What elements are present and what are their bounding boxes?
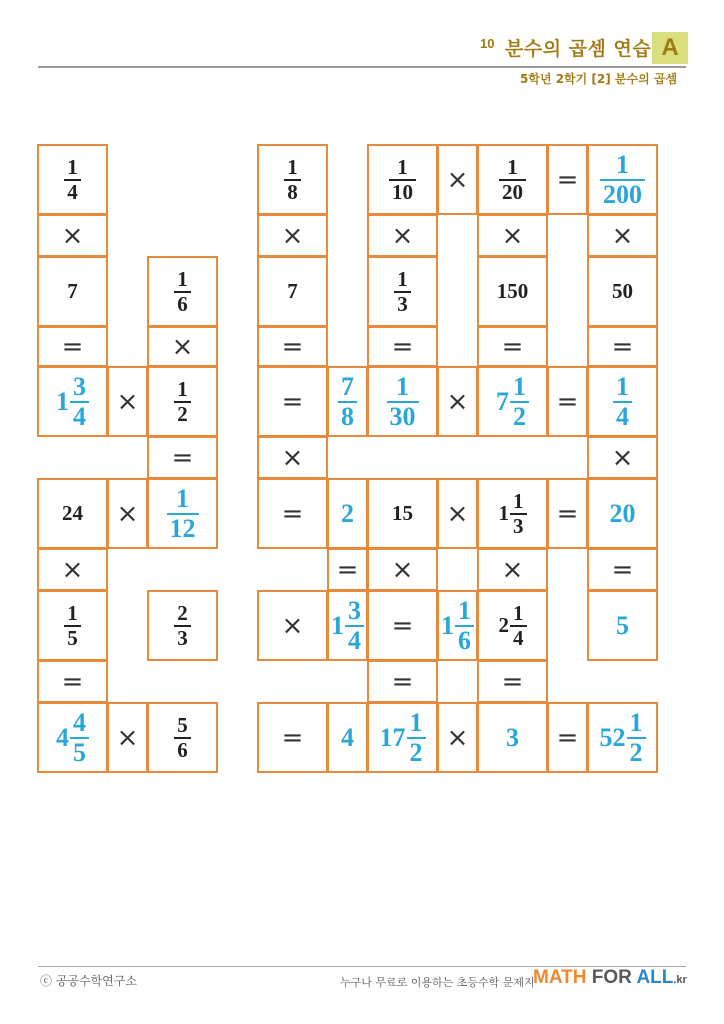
brand-part-math: MATH <box>533 967 587 988</box>
whole-part: 17 <box>379 722 406 752</box>
answer-cell[interactable] <box>587 366 658 437</box>
mixed-number <box>331 597 364 654</box>
grid-cell <box>37 326 108 367</box>
grid-cell <box>37 660 108 703</box>
numerator: 3 <box>348 596 361 626</box>
denominator: 10 <box>389 179 416 203</box>
grid-cell <box>477 548 548 591</box>
answer-cell[interactable] <box>147 478 218 549</box>
equals-sign: = <box>281 331 304 362</box>
multiply-sign: × <box>281 442 304 473</box>
multiply-sign: × <box>116 722 139 753</box>
mixed-number <box>496 373 529 430</box>
fraction <box>70 373 89 430</box>
grid-cell <box>37 256 108 327</box>
fraction <box>64 602 81 648</box>
grid-cell <box>37 548 108 591</box>
grid-cell <box>147 256 218 327</box>
equals-sign: = <box>61 666 84 697</box>
brand-suffix: .kr <box>673 974 687 986</box>
answer-cell[interactable] <box>437 590 478 661</box>
numerator: 1 <box>396 372 409 402</box>
grid-cell <box>257 702 328 773</box>
grid-cell <box>367 478 438 549</box>
mixed-number <box>499 602 527 648</box>
multiply-sign: × <box>501 554 524 585</box>
grid-cell <box>587 436 658 479</box>
grid-cell <box>547 478 588 549</box>
multiply-sign: × <box>391 220 414 251</box>
numerator: 2 <box>177 601 188 626</box>
fraction <box>407 709 426 766</box>
whole-part: 4 <box>56 722 69 752</box>
denominator: 2 <box>510 401 529 430</box>
numerator: 1 <box>409 708 423 738</box>
answer-cell[interactable] <box>477 702 548 773</box>
brand-logo[interactable] <box>533 967 687 989</box>
grid-cell <box>257 144 328 215</box>
grid-cell <box>477 144 548 215</box>
equals-sign: = <box>556 722 579 753</box>
grid-cell <box>37 590 108 661</box>
denominator: 3 <box>394 291 411 315</box>
grid-cell <box>587 214 658 257</box>
grid-cell <box>547 144 588 215</box>
grid-cell <box>147 326 218 367</box>
multiply-sign: × <box>281 610 304 641</box>
number-value: 2 <box>341 498 354 528</box>
multiply-sign: × <box>501 220 524 251</box>
whole-part: 7 <box>496 386 509 416</box>
denominator: 4 <box>613 401 632 430</box>
grid-cell <box>257 256 328 327</box>
grid-cell <box>437 144 478 215</box>
denominator: 2 <box>407 737 426 766</box>
denominator: 6 <box>174 291 191 315</box>
fraction <box>510 602 527 648</box>
grid-cell <box>327 548 368 591</box>
number-value: 24 <box>62 501 83 525</box>
multiply-sign: × <box>446 498 469 529</box>
equals-sign: = <box>556 386 579 417</box>
denominator: 200 <box>600 179 645 208</box>
grid-cell <box>367 144 438 215</box>
numerator: 1 <box>67 601 78 626</box>
multiply-sign: × <box>446 386 469 417</box>
denominator: 4 <box>345 625 364 654</box>
page-header <box>0 0 724 100</box>
numerator: 4 <box>73 708 86 738</box>
fraction <box>389 156 416 202</box>
multiply-sign: × <box>61 554 84 585</box>
grid-cell <box>147 436 218 479</box>
fraction <box>174 378 191 424</box>
equals-sign: = <box>391 610 414 641</box>
grid-cell <box>477 326 548 367</box>
numerator: 1 <box>397 155 408 180</box>
multiply-sign: × <box>611 442 634 473</box>
mixed-number <box>56 709 89 766</box>
grid-cell <box>477 590 548 661</box>
grid-cell <box>437 478 478 549</box>
numerator: 3 <box>73 372 86 402</box>
grid-cell <box>107 478 148 549</box>
grid-cell <box>37 144 108 215</box>
level-badge: A <box>652 32 688 64</box>
denominator: 20 <box>499 179 526 203</box>
denominator: 6 <box>455 625 474 654</box>
worksheet-subtitle: 5학년 2학기 [2] 분수의 곱셈 <box>520 72 678 86</box>
answer-cell[interactable] <box>587 144 658 215</box>
denominator: 3 <box>174 625 191 649</box>
number-value: 50 <box>612 279 633 303</box>
multiply-sign: × <box>116 386 139 417</box>
grid-cell <box>547 366 588 437</box>
grid-cell <box>477 214 548 257</box>
multiply-sign: × <box>446 722 469 753</box>
denominator: 5 <box>70 737 89 766</box>
number-value: 15 <box>392 501 413 525</box>
fraction <box>70 709 89 766</box>
mixed-number <box>600 709 646 766</box>
grid-cell <box>437 702 478 773</box>
multiply-sign: × <box>61 220 84 251</box>
fraction <box>394 268 411 314</box>
number-value: 5 <box>616 610 629 640</box>
numerator: 1 <box>513 372 526 402</box>
numerator: 1 <box>616 150 629 180</box>
grid-cell <box>367 660 438 703</box>
denominator: 3 <box>510 513 527 537</box>
fraction <box>174 602 191 648</box>
number-value: 7 <box>67 279 78 303</box>
numerator: 7 <box>341 372 354 402</box>
grid-cell <box>257 436 328 479</box>
denominator: 2 <box>627 737 646 766</box>
grid-cell <box>37 478 108 549</box>
grid-cell <box>367 326 438 367</box>
numerator: 1 <box>629 708 643 738</box>
denominator: 4 <box>64 179 81 203</box>
grid-cell <box>587 326 658 367</box>
equals-sign: = <box>611 331 634 362</box>
worksheet-number: 10 <box>480 36 495 51</box>
fraction <box>338 373 357 430</box>
multiply-sign: × <box>281 220 304 251</box>
numerator: 1 <box>67 155 78 180</box>
numerator: 1 <box>458 596 471 626</box>
grid-cell <box>37 214 108 257</box>
grid-cell <box>257 590 328 661</box>
fraction <box>387 373 419 430</box>
numerator: 1 <box>176 484 189 514</box>
footer-copyright: ⓒ 공공수학연구소 <box>40 974 137 988</box>
numerator: 1 <box>513 489 524 514</box>
fraction <box>174 714 191 760</box>
grid-cell <box>257 214 328 257</box>
denominator: 4 <box>70 401 89 430</box>
denominator: 12 <box>167 513 199 542</box>
whole-part: 52 <box>599 722 626 752</box>
answer-cell[interactable] <box>327 590 368 661</box>
grid-cell <box>477 660 548 703</box>
mixed-number <box>380 709 426 766</box>
fraction <box>167 485 199 542</box>
equals-sign: = <box>611 554 634 585</box>
equals-sign: = <box>501 331 524 362</box>
fraction <box>510 373 529 430</box>
number-value: 20 <box>609 498 636 528</box>
denominator: 2 <box>174 401 191 425</box>
grid-cell <box>147 702 218 773</box>
whole-part: 1 <box>498 501 509 525</box>
equals-sign: = <box>391 331 414 362</box>
mixed-number <box>441 597 474 654</box>
fraction <box>510 490 527 536</box>
grid-cell <box>107 366 148 437</box>
equals-sign: = <box>281 498 304 529</box>
mixed-number <box>499 490 527 536</box>
grid-cell <box>107 702 148 773</box>
answer-cell[interactable] <box>37 366 108 437</box>
equals-sign: = <box>391 666 414 697</box>
footer-tagline: 누구나 무료로 이용하는 초등수학 문제지 <box>340 976 535 989</box>
answer-cell[interactable] <box>587 478 658 549</box>
fraction <box>345 597 364 654</box>
answer-cell[interactable] <box>587 702 658 773</box>
fraction <box>64 156 81 202</box>
grid-cell <box>367 214 438 257</box>
whole-part: 2 <box>498 613 509 637</box>
numerator: 1 <box>177 267 188 292</box>
answer-cell[interactable] <box>327 702 368 773</box>
denominator: 4 <box>510 625 527 649</box>
denominator: 8 <box>284 179 301 203</box>
answer-cell[interactable] <box>367 702 438 773</box>
multiply-sign: × <box>171 331 194 362</box>
grid-cell <box>257 478 328 549</box>
grid-cell <box>257 326 328 367</box>
fraction <box>499 156 526 202</box>
answer-cell[interactable] <box>477 366 548 437</box>
number-value: 4 <box>341 722 354 752</box>
worksheet-title: 분수의 곱셈 연습 <box>505 38 652 60</box>
multiply-sign: × <box>391 554 414 585</box>
grid-cell <box>477 256 548 327</box>
numerator: 1 <box>616 372 629 402</box>
whole-part: 1 <box>331 610 344 640</box>
numerator: 1 <box>177 377 188 402</box>
mixed-number <box>56 373 89 430</box>
denominator: 6 <box>174 737 191 761</box>
multiply-sign: × <box>446 164 469 195</box>
numerator: 5 <box>177 713 188 738</box>
equals-sign: = <box>61 331 84 362</box>
brand-part-all: ALL <box>636 967 674 988</box>
fraction <box>613 373 632 430</box>
numerator: 1 <box>287 155 298 180</box>
numerator: 1 <box>397 267 408 292</box>
fraction <box>627 709 646 766</box>
multiply-sign: × <box>611 220 634 251</box>
equals-sign: = <box>336 554 359 585</box>
equals-sign: = <box>556 164 579 195</box>
denominator: 8 <box>338 401 357 430</box>
grid-cell <box>547 702 588 773</box>
denominator: 30 <box>387 401 419 430</box>
numerator: 1 <box>513 601 524 626</box>
equals-sign: = <box>501 666 524 697</box>
grid-cell <box>587 256 658 327</box>
multiply-sign: × <box>116 498 139 529</box>
equals-sign: = <box>281 722 304 753</box>
brand-part-for: FOR <box>591 967 632 988</box>
fraction <box>284 156 301 202</box>
grid-cell <box>367 256 438 327</box>
answer-cell[interactable] <box>327 478 368 549</box>
whole-part: 1 <box>56 386 69 416</box>
answer-cell[interactable] <box>587 590 658 661</box>
fraction <box>455 597 474 654</box>
equals-sign: = <box>281 386 304 417</box>
number-value: 150 <box>496 279 529 303</box>
numerator: 1 <box>507 155 518 180</box>
grid-cell <box>147 590 218 661</box>
grid-cell <box>367 548 438 591</box>
whole-part: 1 <box>441 610 454 640</box>
answer-cell[interactable] <box>367 366 438 437</box>
grid-cell <box>367 590 438 661</box>
grid-cell <box>477 478 548 549</box>
number-value: 7 <box>287 279 298 303</box>
fraction <box>174 268 191 314</box>
equals-sign: = <box>171 442 194 473</box>
fraction <box>600 151 645 208</box>
grid-cell <box>257 366 328 437</box>
equals-sign: = <box>556 498 579 529</box>
number-value: 3 <box>506 722 519 752</box>
answer-cell[interactable] <box>37 702 108 773</box>
grid-cell <box>147 366 218 437</box>
header-divider <box>38 66 686 68</box>
answer-cell[interactable] <box>327 366 368 437</box>
denominator: 5 <box>64 625 81 649</box>
grid-cell <box>587 548 658 591</box>
grid-cell <box>437 366 478 437</box>
